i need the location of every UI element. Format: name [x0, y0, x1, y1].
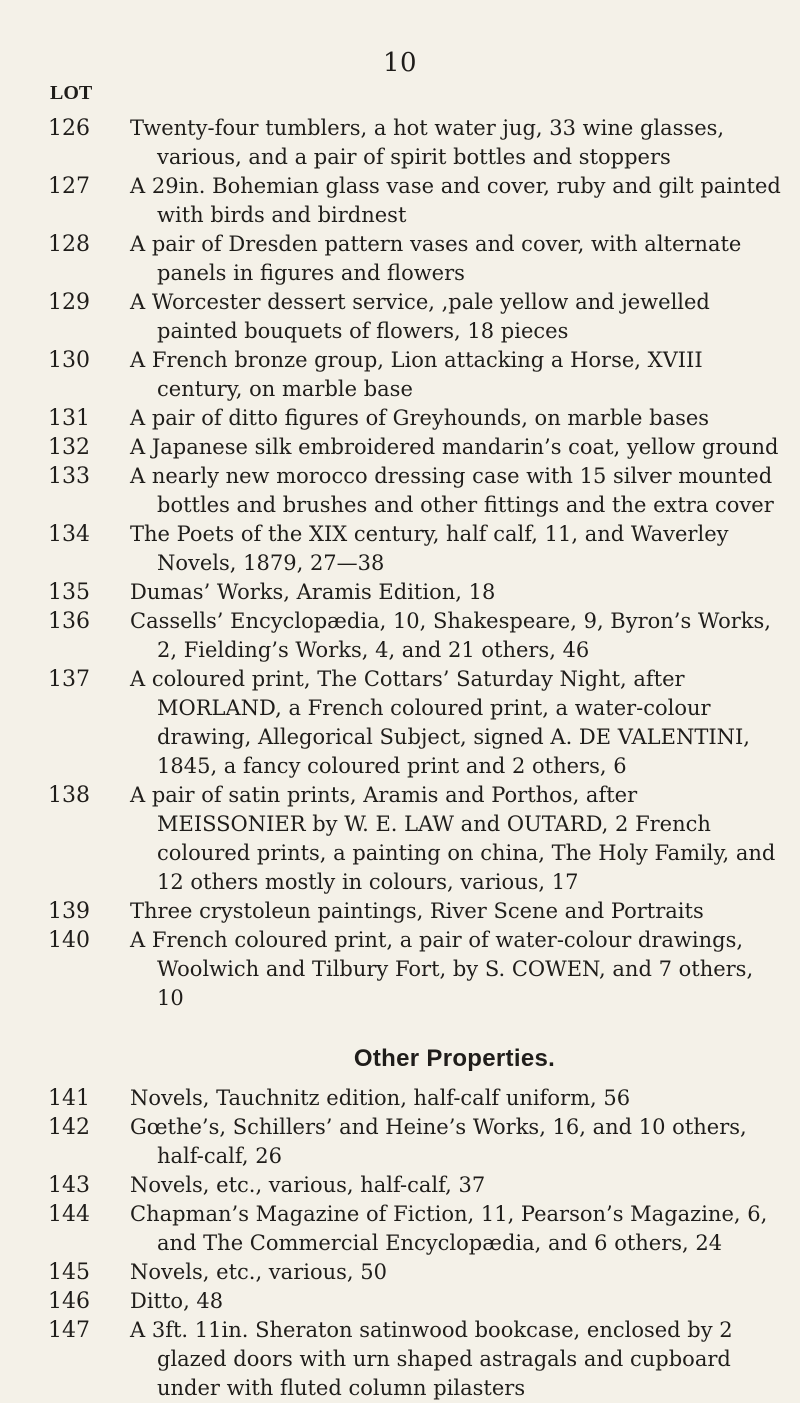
lot-description: A coloured print, The Cottars’ Saturday Night, after MORLAND, a French coloured print, a water-colour drawing, Allegorical Subject, signed A. DE VALENTINI, 1845, a fancy coloured print and 2 others, 6 [130, 667, 750, 778]
lot-entry [48, 607, 783, 665]
lot-entry [48, 114, 783, 172]
lot-entry [48, 172, 783, 230]
lot-description: Twenty-four tumblers, a hot water jug, 33 wine glasses, various, and a pair of spirit bottles and stoppers [130, 116, 725, 169]
lot-description: Gœthe’s, Schillers’ and Heine’s Works, 16, and 10 others, half-calf, 26 [130, 1115, 747, 1168]
lot-number: 142 [48, 1115, 90, 1140]
lot-number: 131 [48, 406, 90, 431]
lot-description: Dumas’ Works, Aramis Edition, 18 [130, 580, 496, 604]
lot-entry [48, 288, 783, 346]
lot-description: A nearly new morocco dressing case with 15 silver mounted bottles and brushes and other fittings and the extra cover [130, 464, 774, 517]
lot-number: 140 [48, 928, 90, 953]
lot-entry [48, 1113, 783, 1171]
lot-description: Novels, Tauchnitz edition, half-calf uniform, 56 [130, 1086, 631, 1110]
lot-group-second [48, 1084, 783, 1403]
lot-description: A pair of satin prints, Aramis and Porthos, after MEISSONIER by W. E. LAW and OUTARD, 2 French coloured prints, a painting on china, The Holy Family, and 12 others mostly in colours, various, 17 [130, 783, 776, 894]
lot-number: 144 [48, 1202, 90, 1227]
lot-description: A 3ft. 11in. Sheraton satinwood bookcase, enclosed by 2 glazed doors with urn shaped astragals and cupboard under with fluted column pilasters [130, 1318, 733, 1400]
lot-entry [48, 433, 783, 462]
lot-description: Chapman’s Magazine of Fiction, 11, Pearson’s Magazine, 6, and The Commercial Encyclopædia, and 6 others, 24 [130, 1202, 768, 1255]
lot-entry [48, 462, 783, 520]
lot-number: 130 [48, 348, 90, 373]
section-title: Other Properties. [353, 1045, 556, 1072]
lot-group-first [48, 114, 783, 1013]
page-number: 10 [382, 48, 418, 78]
lot-description: A Japanese silk embroidered mandarin’s coat, yellow ground [130, 435, 779, 459]
lot-number: 145 [48, 1260, 90, 1285]
lot-number: 147 [48, 1318, 90, 1343]
lot-description: A pair of Dresden pattern vases and cover, with alternate panels in figures and flowers [130, 232, 742, 285]
lot-entry [48, 781, 783, 897]
lot-number: 127 [48, 174, 90, 199]
lot-description: Novels, etc., various, 50 [130, 1260, 387, 1284]
lot-list [48, 114, 783, 1403]
lot-entry [48, 346, 783, 404]
lot-entry [48, 897, 783, 926]
lot-column-header: LOT [50, 82, 93, 104]
lot-number: 146 [48, 1289, 90, 1314]
lot-description: Cassells’ Encyclopædia, 10, Shakespeare, 9, Byron’s Works, 2, Fielding’s Works, 4, and 21 others, 46 [130, 609, 771, 662]
lot-description: A pair of ditto figures of Greyhounds, on marble bases [130, 406, 710, 430]
lot-number: 137 [48, 667, 90, 692]
lot-description: Ditto, 48 [130, 1289, 224, 1313]
lot-entry [48, 1171, 783, 1200]
lot-entry [48, 1316, 783, 1403]
lot-number: 133 [48, 464, 90, 489]
lot-number: 126 [48, 116, 90, 141]
lot-description: A 29in. Bohemian glass vase and cover, ruby and gilt painted with birds and birdnest [130, 174, 781, 227]
lot-number: 139 [48, 899, 90, 924]
lot-number: 135 [48, 580, 90, 605]
lot-entry [48, 665, 783, 781]
lot-entry [48, 1200, 783, 1258]
lot-description: Novels, etc., various, half-calf, 37 [130, 1173, 486, 1197]
lot-number: 143 [48, 1173, 90, 1198]
lot-number: 138 [48, 783, 90, 808]
lot-description: The Poets of the XIX century, half calf, 11, and Waverley Novels, 1879, 27—38 [130, 522, 729, 575]
lot-number: 132 [48, 435, 90, 460]
lot-entry [48, 1287, 783, 1316]
lot-description: A French coloured print, a pair of water-colour drawings, Woolwich and Tilbury Fort, by S. COWEN, and 7 others, 10 [130, 928, 754, 1010]
lot-entry [48, 404, 783, 433]
lot-number: 128 [48, 232, 90, 257]
lot-number: 129 [48, 290, 90, 315]
lot-description: A Worcester dessert service, ,pale yellow and jewelled painted bouquets of flowers, 18 pieces [130, 290, 710, 343]
lot-description: A French bronze group, Lion attacking a Horse, XVIII century, on marble base [130, 348, 703, 401]
lot-description: Three crystoleun paintings, River Scene and Portraits [130, 899, 704, 923]
lot-entry [48, 578, 783, 607]
lot-entry [48, 1258, 783, 1287]
lot-number: 141 [48, 1086, 90, 1111]
lot-entry [48, 230, 783, 288]
lot-entry [48, 520, 783, 578]
lot-entry [48, 926, 783, 1013]
lot-number: 134 [48, 522, 90, 547]
lot-entry [48, 1084, 783, 1113]
lot-number: 136 [48, 609, 90, 634]
